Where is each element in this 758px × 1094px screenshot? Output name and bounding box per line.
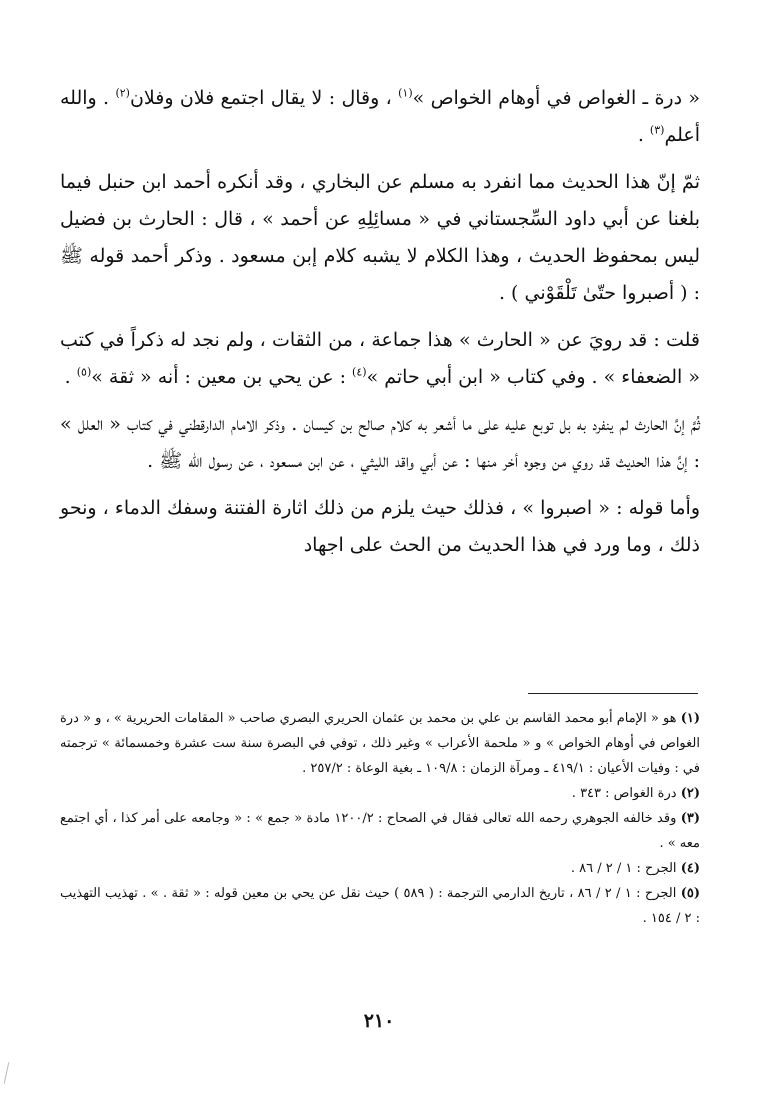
footnote-number: (٤) [680, 861, 700, 876]
text-run: « درة ـ الغواص في أوهام الخواص » [412, 87, 701, 109]
text-run: : عن يحي بن معين : أنه « ثقة » [91, 366, 353, 388]
text-run: ، وقال : لا يقال اجتمع فلان وفلان [129, 87, 399, 109]
footnote-marker: (٢) [115, 86, 130, 100]
footnote [60, 706, 700, 781]
footnote [60, 806, 700, 856]
footnote-number: (٥) [680, 886, 701, 901]
paragraph [60, 490, 700, 564]
footnote-text: درة الغواص : ٣٤٣ . [571, 786, 677, 801]
footnote-number: (٣) [680, 811, 700, 826]
text-run: . [64, 366, 77, 388]
footnote-marker: (٥) [76, 365, 92, 379]
text-run: . [637, 124, 650, 146]
footnote [60, 781, 700, 806]
paragraph [60, 406, 700, 480]
footnote-text: الجرح : ١ / ٢ / ٨٦ ، تاريخ الدارمي الترجمة : ( ٥٨٩ ) حيث نقل عن يحي بن معين قوله : « ثقة . » . تهذيب التهذيب : ٢ / ١٥٤ . [60, 886, 700, 926]
footnote-text: الجرح : ١ / ٢ / ٨٦ . [570, 861, 677, 876]
text-run: ثمّ إنّ هذا الحديث مما انفرد به مسلم عن البخاري ، وقد أنكره أحمد ابن حنبل فيما بلغنا عن أبي داود السِّجستاني في « مسائِلِهِ عن أحمد » ، قال : الحارث بن فضيل ليس بمحفوظ الحديث ، وهذا الكلام لا يشبه كلام إبن مسعود . وذكر أحمد قوله ﷺ : ( أصبروا حتّىٰ تَلْقَوْني ) . [60, 171, 700, 304]
footnote-text: وقد خالفه الجوهري رحمه الله تعالى فقال في الصحاح : ١٢٠٠/٢ مادة « جمع » : « وجامعه على أمر كذا ، أي اجتمع معه » . [60, 811, 700, 851]
paragraph [60, 80, 700, 154]
footnote-marker: (٤) [352, 365, 367, 379]
footnotes [60, 706, 700, 931]
footnote-marker: (٣) [649, 123, 665, 137]
footnote [60, 881, 700, 931]
footnote-text: هو « الإمام أبو محمد القاسم بن علي بن محمد بن عثمان الحريري البصري صاحب « المقامات الحريرية » ، و « درة الغواص في أوهام الخواص » و « ملحمة الأعراب » وغير ذلك ، توفي في البصرة سنة ست عشرة وخمسمائة » ترجمته في : وفيات الأعيان : ٤١٩/١ ـ ومرآة الزمان : ١٠٩/٨ ـ بغية الوعاة : ٢٥٧/٢ . [60, 711, 700, 776]
footnote [60, 856, 700, 881]
footnote-number: (٢) [680, 786, 700, 801]
footnote-number: (١) [680, 711, 700, 726]
text-run: وأما قوله : « اصبروا » ، فذلك حيث يلزم من ذلك اثارة الفتنة وسفك الدماء ، ونحو ذلك ، وما ورد في هذا الحديث من الحث على اجهاد [60, 497, 700, 556]
footnote-separator [528, 693, 698, 694]
page-number: ٢١٠ [363, 1010, 395, 1032]
paragraph [60, 322, 700, 396]
text-run: . والله أعلم [60, 87, 700, 146]
footnote-marker: (١) [398, 86, 413, 100]
main-text [60, 80, 700, 564]
paragraph [60, 164, 700, 312]
scan-mark [4, 1062, 10, 1084]
text-run: ثُمَّ إنَّ الحارث لم ينفرد به بل توبع عليه على ما أشعر به كلام صالح بن كيسان . وذكر الامام الدارقطني في كتاب « العلل » : إنَّ هذا الحديث قد روي من وجوه أخر منها : عن أبي واقد الليثي ، عن ابن مسعود ، عن رسول الله ﷺ . [60, 413, 700, 472]
text-run: قلت : قد رويَ عن « الحارث » هذا جماعة ، من الثقات ، ولم نجد له ذكراً في كتب « الضعفاء » . وفي كتاب « ابن أبي حاتم » [60, 329, 700, 388]
